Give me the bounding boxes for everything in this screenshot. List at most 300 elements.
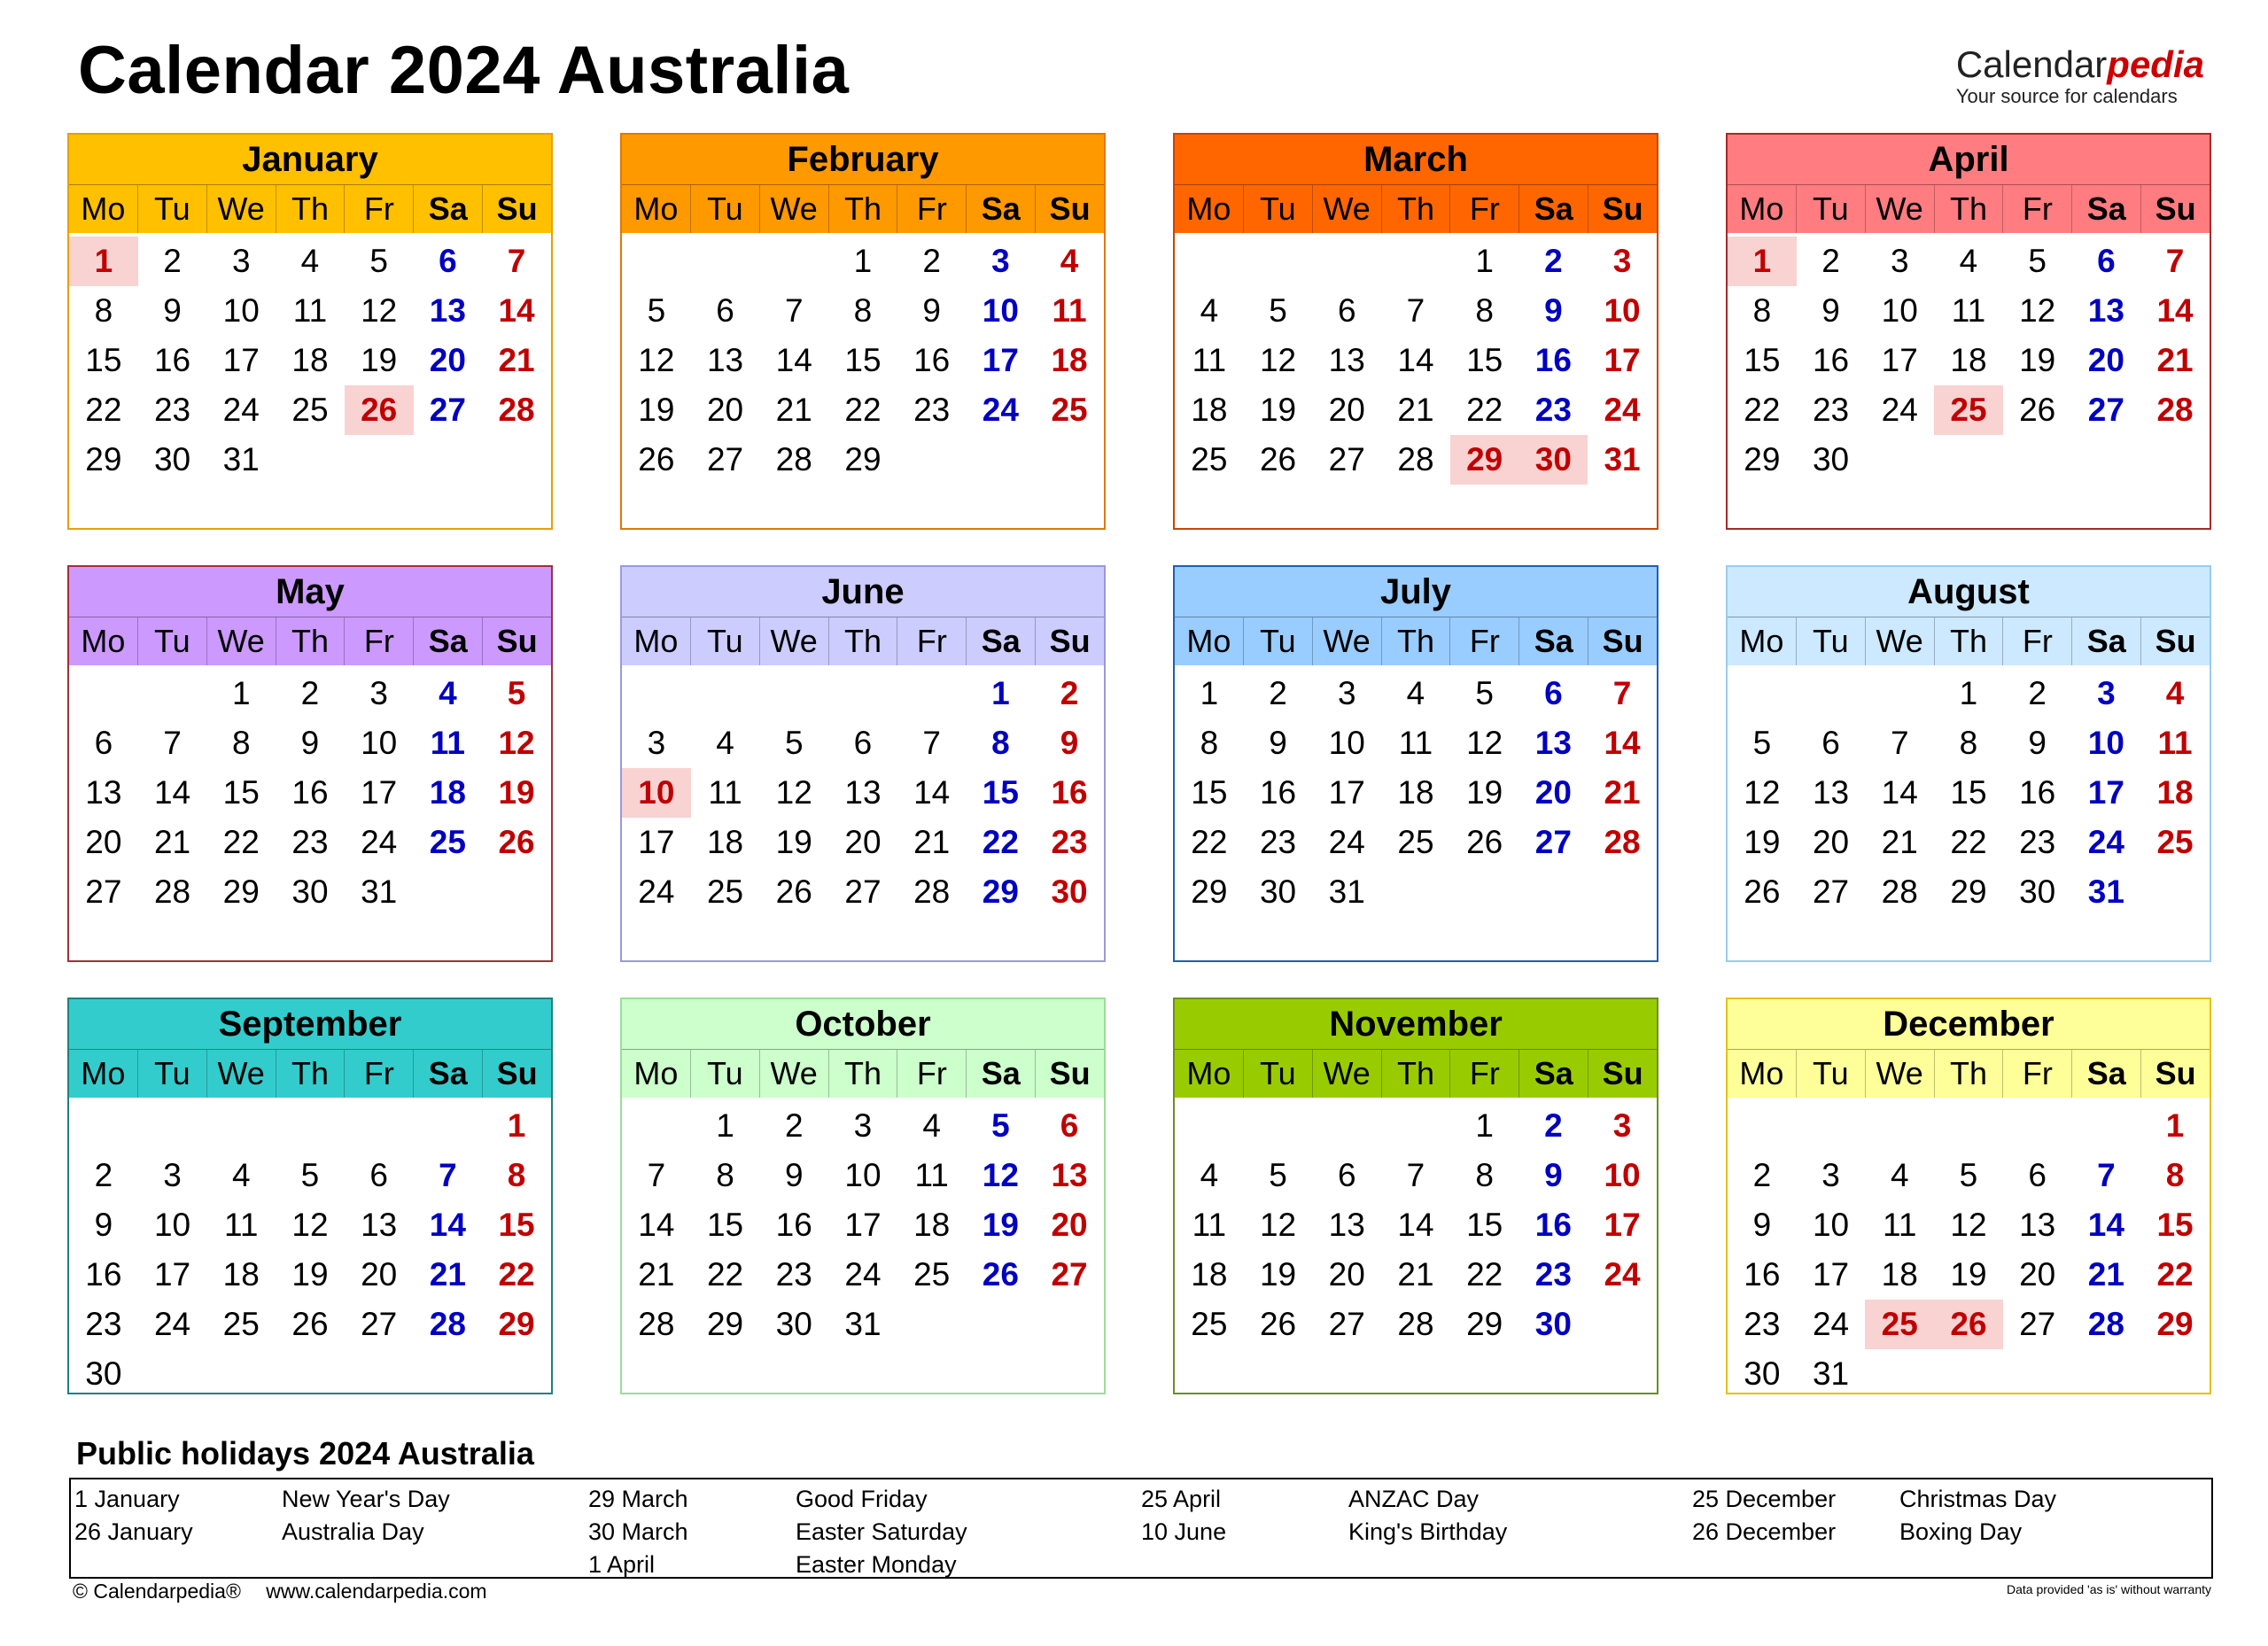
weekday-label: Su <box>1049 623 1091 659</box>
day-cell: 20 <box>429 342 466 378</box>
day-grid <box>622 665 1104 917</box>
day-grid <box>622 233 1104 485</box>
brand-name-accent: pedia <box>2107 43 2204 85</box>
day-cell: 18 <box>1397 774 1434 811</box>
weekday-label: Su <box>2155 190 2196 227</box>
day-cell: 29 <box>844 441 882 477</box>
day-cell: 27 <box>1534 824 1572 860</box>
day-grid <box>622 1098 1104 1349</box>
day-cell: 6 <box>1060 1107 1079 1144</box>
day-cell: 2 <box>1544 1107 1563 1144</box>
day-cell: 28 <box>1397 441 1434 477</box>
day-cell: 11 <box>292 292 328 329</box>
day-cell: 28 <box>1397 1306 1434 1342</box>
empty-cell <box>2072 1101 2141 1151</box>
empty-cell <box>622 237 691 286</box>
day-grid <box>1175 1098 1657 1349</box>
day-cell: 21 <box>913 824 951 860</box>
day-grid <box>1175 665 1657 917</box>
weekday-label: Mo <box>622 617 691 665</box>
day-cell: 16 <box>2019 774 2056 811</box>
month-name: May <box>69 567 551 617</box>
day-cell: 24 <box>1812 1306 1850 1342</box>
day-cell: 29 <box>982 873 1019 910</box>
day-cell: 3 <box>231 243 251 279</box>
day-cell: 8 <box>94 292 113 329</box>
day-cell: 31 <box>1328 873 1365 910</box>
empty-cell <box>1381 1101 1450 1151</box>
holiday-name: Good Friday <box>796 1486 928 1512</box>
day-cell: 22 <box>706 1256 744 1293</box>
day-cell: 1 <box>1475 1107 1494 1144</box>
day-cell: 22 <box>498 1256 535 1293</box>
month-december <box>1726 998 2211 1394</box>
day-cell: 15 <box>1744 342 1781 378</box>
day-cell: 14 <box>638 1207 675 1243</box>
footer <box>73 1580 507 1603</box>
day-cell: 14 <box>429 1207 466 1243</box>
day-cell: 11 <box>914 1157 949 1193</box>
day-cell: 2 <box>1269 675 1287 711</box>
day-cell: 10 <box>1604 292 1641 329</box>
day-cell: 24 <box>1604 1256 1641 1293</box>
day-cell: 7 <box>1890 725 1909 761</box>
day-cell: 12 <box>361 292 398 329</box>
day-cell: 2 <box>1060 675 1079 711</box>
day-cell: 26 <box>498 824 535 860</box>
weekday-label: Fr <box>1450 1050 1519 1098</box>
day-cell: 5 <box>1752 725 1772 761</box>
day-cell: 26 <box>1466 824 1503 860</box>
day-cell: 11 <box>2157 725 2193 761</box>
day-cell: 23 <box>1534 1256 1572 1293</box>
day-cell: 18 <box>429 774 466 811</box>
day-cell: 8 <box>1959 725 1978 761</box>
day-cell: 17 <box>1812 1256 1850 1293</box>
weekday-header <box>622 617 1104 665</box>
month-june <box>620 565 1106 962</box>
day-cell: 27 <box>1812 873 1850 910</box>
empty-cell <box>1728 669 1797 718</box>
weekday-label: Tu <box>1244 617 1313 665</box>
weekday-label: Th <box>1382 185 1451 233</box>
day-cell: 18 <box>1950 342 1987 378</box>
day-cell: 24 <box>844 1256 882 1293</box>
day-cell: 25 <box>1051 392 1088 428</box>
weekday-label: We <box>760 1050 829 1098</box>
day-cell: 13 <box>429 292 466 329</box>
day-cell: 25 <box>1934 385 2003 435</box>
day-cell: 1 <box>1959 675 1978 711</box>
empty-cell <box>138 669 207 718</box>
day-cell: 21 <box>638 1256 675 1293</box>
empty-cell <box>276 1101 345 1151</box>
weekday-label: Tu <box>138 1050 207 1098</box>
day-cell: 22 <box>222 824 260 860</box>
weekday-label: Fr <box>345 185 414 233</box>
day-cell: 5 <box>507 675 526 711</box>
day-cell: 19 <box>982 1207 1019 1243</box>
day-cell: 9 <box>1544 1157 1563 1193</box>
month-name: October <box>622 999 1104 1050</box>
month-january <box>67 133 553 530</box>
day-cell: 9 <box>1752 1207 1772 1243</box>
day-cell: 7 <box>163 725 182 761</box>
day-cell: 7 <box>507 243 526 279</box>
day-cell: 1 <box>507 1107 526 1144</box>
day-cell: 14 <box>1881 774 1918 811</box>
weekday-label: Th <box>276 617 346 665</box>
day-cell: 10 <box>1881 292 1918 329</box>
holiday-row <box>1692 1516 2056 1549</box>
day-cell: 21 <box>2156 342 2194 378</box>
empty-cell <box>691 237 760 286</box>
day-cell: 17 <box>2087 774 2124 811</box>
weekday-label: Fr <box>2003 617 2072 665</box>
day-cell: 15 <box>1466 342 1503 378</box>
weekday-label: Su <box>1602 1055 1643 1091</box>
holiday-name: New Year's Day <box>282 1486 450 1512</box>
day-cell: 4 <box>1200 1157 1219 1193</box>
day-cell: 25 <box>1191 1306 1228 1342</box>
weekday-header <box>69 617 551 665</box>
day-cell: 9 <box>1060 725 1079 761</box>
weekday-label: We <box>1313 1050 1382 1098</box>
day-cell: 1 <box>231 675 251 711</box>
day-cell: 13 <box>2019 1207 2056 1243</box>
day-cell: 3 <box>1612 243 1632 279</box>
day-cell: 15 <box>706 1207 744 1243</box>
weekday-label: Tu <box>691 617 760 665</box>
day-cell: 31 <box>222 441 260 477</box>
brand-logo[interactable] <box>1955 43 2204 108</box>
day-cell: 27 <box>2019 1306 2056 1342</box>
holiday-row <box>588 1549 967 1581</box>
weekday-label: Fr <box>1450 617 1519 665</box>
day-cell: 10 <box>844 1157 882 1193</box>
day-cell: 17 <box>1604 1207 1641 1243</box>
day-cell: 14 <box>1604 725 1641 761</box>
day-cell: 24 <box>153 1306 191 1342</box>
weekday-label: Su <box>2155 1055 2196 1091</box>
day-cell: 4 <box>1890 1157 1909 1193</box>
day-cell: 2 <box>163 243 182 279</box>
day-cell: 29 <box>706 1306 744 1342</box>
day-cell: 18 <box>1191 392 1228 428</box>
weekday-header <box>69 185 551 233</box>
day-cell: 2 <box>1544 243 1563 279</box>
day-cell: 11 <box>1951 292 1986 329</box>
weekday-label: We <box>207 617 276 665</box>
empty-cell <box>1865 1101 1934 1151</box>
weekday-label: Sa <box>967 185 1036 233</box>
weekday-header <box>1728 185 2210 233</box>
day-cell: 18 <box>706 824 744 860</box>
day-cell: 21 <box>1881 824 1918 860</box>
day-cell: 9 <box>1821 292 1840 329</box>
day-cell: 22 <box>1950 824 1987 860</box>
weekday-label: Su <box>2155 623 2196 659</box>
weekday-label: Sa <box>1519 185 1588 233</box>
weekday-header <box>622 185 1104 233</box>
day-cell: 7 <box>784 292 804 329</box>
empty-cell <box>1244 1101 1313 1151</box>
day-cell: 29 <box>498 1306 535 1342</box>
weekday-label: Th <box>276 1050 346 1098</box>
day-cell: 30 <box>1051 873 1088 910</box>
day-cell: 14 <box>2156 292 2194 329</box>
weekday-header <box>1175 617 1657 665</box>
empty-cell <box>1244 237 1313 286</box>
day-cell: 4 <box>1406 675 1425 711</box>
day-cell: 3 <box>1612 1107 1632 1144</box>
day-cell: 22 <box>85 392 122 428</box>
day-cell: 19 <box>638 392 675 428</box>
day-cell: 12 <box>982 1157 1019 1193</box>
day-cell: 12 <box>775 774 812 811</box>
day-cell: 2 <box>1821 243 1840 279</box>
day-cell: 27 <box>361 1306 398 1342</box>
day-cell: 18 <box>222 1256 260 1293</box>
day-cell: 14 <box>498 292 535 329</box>
day-cell: 19 <box>775 824 812 860</box>
day-cell: 28 <box>775 441 812 477</box>
weekday-label: Mo <box>69 617 138 665</box>
day-cell: 9 <box>1269 725 1287 761</box>
day-cell: 29 <box>1191 873 1228 910</box>
day-cell: 4 <box>1060 243 1079 279</box>
day-cell: 21 <box>498 342 535 378</box>
empty-cell <box>1175 237 1244 286</box>
day-cell: 1 <box>1200 675 1219 711</box>
day-cell: 17 <box>222 342 260 378</box>
day-cell: 17 <box>844 1207 882 1243</box>
day-cell: 4 <box>2165 675 2185 711</box>
weekday-label: We <box>1866 1050 1935 1098</box>
day-cell: 22 <box>982 824 1019 860</box>
day-cell: 31 <box>844 1306 882 1342</box>
day-cell: 5 <box>1269 1157 1287 1193</box>
day-cell: 8 <box>507 1157 526 1193</box>
day-cell: 24 <box>2087 824 2124 860</box>
day-cell: 24 <box>638 873 675 910</box>
weekday-label: Th <box>1935 185 2004 233</box>
day-cell: 13 <box>1534 725 1572 761</box>
day-cell: 21 <box>1604 774 1641 811</box>
weekday-label: Fr <box>897 617 967 665</box>
day-cell: 1 <box>69 237 138 286</box>
month-name: September <box>69 999 551 1050</box>
weekday-label: We <box>1313 617 1382 665</box>
day-cell: 19 <box>291 1256 329 1293</box>
day-grid <box>69 233 551 485</box>
day-cell: 12 <box>1466 725 1503 761</box>
day-cell: 5 <box>784 725 804 761</box>
day-cell: 24 <box>982 392 1019 428</box>
day-cell: 29 <box>222 873 260 910</box>
holiday-name: Australia Day <box>282 1518 424 1545</box>
day-cell: 21 <box>429 1256 466 1293</box>
copyright-text: © Calendarpedia® <box>73 1580 241 1603</box>
day-cell: 25 <box>1865 1300 1934 1349</box>
day-cell: 5 <box>2028 243 2047 279</box>
day-cell: 26 <box>982 1256 1019 1293</box>
day-cell: 23 <box>1051 824 1088 860</box>
day-cell: 21 <box>1397 1256 1434 1293</box>
day-cell: 16 <box>1534 342 1572 378</box>
day-cell: 26 <box>1744 873 1781 910</box>
day-cell: 13 <box>85 774 122 811</box>
empty-cell <box>897 669 967 718</box>
day-cell: 10 <box>1328 725 1365 761</box>
day-cell: 13 <box>1051 1157 1088 1193</box>
day-cell: 30 <box>1534 1306 1572 1342</box>
day-cell: 25 <box>1397 824 1434 860</box>
day-cell: 5 <box>1475 675 1494 711</box>
day-cell: 29 <box>1744 441 1781 477</box>
empty-cell <box>622 1101 691 1151</box>
day-cell: 4 <box>1200 292 1219 329</box>
month-name: August <box>1728 567 2210 617</box>
holiday-column <box>588 1483 967 1581</box>
day-cell: 25 <box>913 1256 951 1293</box>
day-cell: 20 <box>2087 342 2124 378</box>
day-cell: 7 <box>1406 292 1425 329</box>
website-link[interactable]: www.calendarpedia.com <box>266 1580 487 1603</box>
weekday-label: Sa <box>2072 617 2141 665</box>
day-cell: 25 <box>1191 441 1228 477</box>
empty-cell <box>1728 1101 1797 1151</box>
day-cell: 16 <box>1812 342 1850 378</box>
day-grid <box>1728 665 2210 917</box>
day-cell: 7 <box>2165 243 2185 279</box>
month-july <box>1173 565 1658 962</box>
weekday-label: Mo <box>1728 1050 1797 1098</box>
weekday-label: We <box>207 1050 276 1098</box>
holiday-date: 30 March <box>588 1518 688 1545</box>
day-cell: 9 <box>94 1207 113 1243</box>
weekday-label: Sa <box>414 617 483 665</box>
day-cell: 14 <box>2087 1207 2124 1243</box>
day-cell: 18 <box>1881 1256 1918 1293</box>
weekday-label: Th <box>829 1050 898 1098</box>
holiday-name: Easter Monday <box>796 1551 957 1578</box>
day-cell: 28 <box>913 873 951 910</box>
day-cell: 19 <box>498 774 535 811</box>
holiday-date: 1 January <box>74 1486 180 1512</box>
empty-cell <box>138 1101 207 1151</box>
weekday-header <box>622 1050 1104 1098</box>
empty-cell <box>828 669 897 718</box>
page-title: Calendar 2024 Australia <box>78 33 850 108</box>
day-cell: 17 <box>982 342 1019 378</box>
day-cell: 5 <box>1269 292 1287 329</box>
day-cell: 9 <box>1544 292 1563 329</box>
day-cell: 15 <box>85 342 122 378</box>
weekday-label: Tu <box>1797 1050 1866 1098</box>
month-name: March <box>1175 135 1657 185</box>
weekday-label: Su <box>1602 190 1643 227</box>
day-cell: 30 <box>2019 873 2056 910</box>
brand-name-plain: Calendar <box>1955 43 2108 85</box>
empty-cell <box>1175 1101 1244 1151</box>
day-cell: 10 <box>361 725 398 761</box>
day-cell: 29 <box>1466 1306 1503 1342</box>
day-cell: 20 <box>1812 824 1850 860</box>
holiday-date: 1 April <box>588 1551 656 1578</box>
holiday-column <box>1692 1483 2056 1549</box>
day-cell: 16 <box>775 1207 812 1243</box>
day-cell: 21 <box>775 392 812 428</box>
day-cell: 22 <box>1466 1256 1503 1293</box>
weekday-label: Th <box>1382 617 1451 665</box>
day-cell: 19 <box>1950 1256 1987 1293</box>
weekday-label: We <box>760 185 829 233</box>
day-cell: 27 <box>85 873 122 910</box>
day-cell: 30 <box>1812 441 1850 477</box>
day-cell: 27 <box>2087 392 2124 428</box>
day-cell: 7 <box>2097 1157 2116 1193</box>
day-cell: 31 <box>361 873 398 910</box>
day-cell: 17 <box>1604 342 1641 378</box>
weekday-label: Mo <box>622 185 691 233</box>
weekday-label: Mo <box>69 1050 138 1098</box>
day-cell: 18 <box>913 1207 951 1243</box>
day-cell: 16 <box>153 342 191 378</box>
month-november <box>1173 998 1658 1394</box>
day-cell: 23 <box>2019 824 2056 860</box>
day-cell: 30 <box>1519 435 1588 485</box>
holiday-row <box>74 1516 450 1549</box>
day-cell: 10 <box>622 768 691 818</box>
day-cell: 30 <box>291 873 329 910</box>
day-cell: 8 <box>1475 292 1494 329</box>
holiday-row <box>1692 1483 2056 1516</box>
weekday-label: Fr <box>345 1050 414 1098</box>
day-cell: 29 <box>1950 873 1987 910</box>
day-cell: 28 <box>1604 824 1641 860</box>
day-cell: 22 <box>844 392 882 428</box>
day-cell: 5 <box>1959 1157 1978 1193</box>
day-grid <box>1728 1098 2210 1399</box>
month-name: January <box>69 135 551 185</box>
day-cell: 9 <box>784 1157 804 1193</box>
day-cell: 10 <box>222 292 260 329</box>
day-cell: 3 <box>369 675 388 711</box>
day-cell: 8 <box>1475 1157 1494 1193</box>
day-cell: 16 <box>1534 1207 1572 1243</box>
weekday-label: Sa <box>414 185 483 233</box>
day-cell: 7 <box>439 1157 457 1193</box>
day-cell: 2 <box>2028 675 2047 711</box>
day-cell: 14 <box>775 342 812 378</box>
day-cell: 14 <box>1397 1207 1434 1243</box>
day-cell: 28 <box>1881 873 1918 910</box>
holiday-date: 25 December <box>1692 1486 1837 1512</box>
day-cell: 15 <box>1466 1207 1503 1243</box>
day-cell: 21 <box>1397 392 1434 428</box>
weekday-label: Su <box>496 1055 538 1091</box>
day-cell: 30 <box>775 1306 812 1342</box>
day-cell: 14 <box>153 774 191 811</box>
holiday-name: ANZAC Day <box>1348 1486 1480 1512</box>
day-cell: 17 <box>638 824 675 860</box>
day-cell: 15 <box>844 342 882 378</box>
day-cell: 27 <box>844 873 882 910</box>
day-cell: 13 <box>361 1207 398 1243</box>
weekday-label: Fr <box>2003 1050 2072 1098</box>
day-cell: 20 <box>361 1256 398 1293</box>
